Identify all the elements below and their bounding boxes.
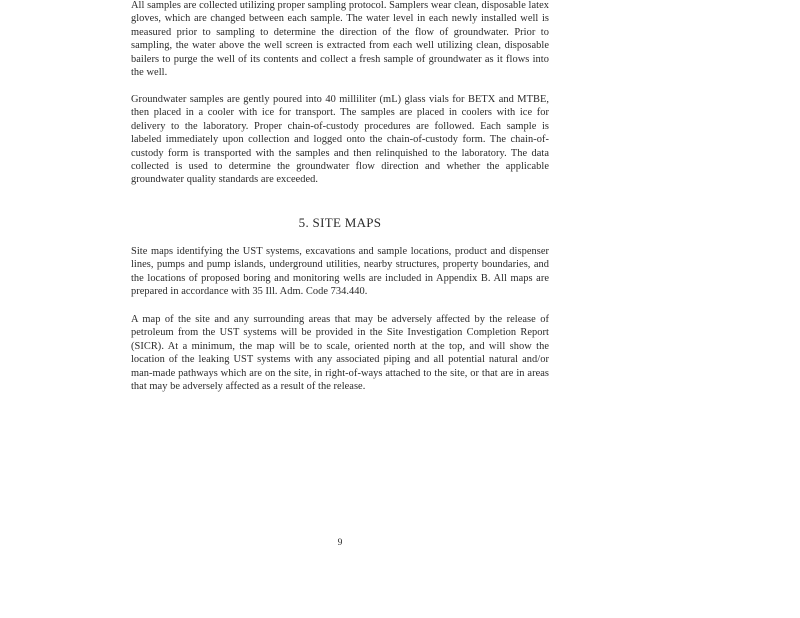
paragraph-sampling-protocol: All samples are collected utilizing proper sampling protocol. Samplers wear clean, disposable latex gloves, which are changed between each sample. The water level in each newly installed well is measured prior to sampling to determine the direction of the flow of groundwater. Prior to sampling, the water above the well screen is extracted from each well utilizing clean, disposable bailers to purge the well of its contents and collect a fresh sample of groundwater as it flows into the well. xyxy=(131,0,549,79)
page-number: 9 xyxy=(337,538,343,548)
paragraph-groundwater-samples: Groundwater samples are gently poured into 40 milliliter (mL) glass vials for BETX and MTBE, then placed in a cooler with ice for transport. The samples are placed in coolers with ice for delivery to the laboratory. Proper chain-of-custody procedures are followed. Each sample is labeled immediately upon collection and logged onto the chain-of-custody form. The chain-of-custody form is transported with the samples and then relinquished to the laboratory. The data collected is used to determine the groundwater flow direction and whether the applicable groundwater quality standards are exceeded. xyxy=(131,94,549,186)
paragraph-site-maps-identifying: Site maps identifying the UST systems, excavations and sample locations, product and dispenser lines, pumps and pump islands, underground utilities, nearby structures, property boundaries, and the locations of proposed boring and monitoring wells are included in Appendix B. All maps are prepared in accordance with 35 Ill. Adm. Code 734.440. xyxy=(131,246,549,298)
paragraph-site-map-sicr: A map of the site and any surrounding areas that may be adversely affected by the release of petroleum from the UST systems will be provided in the Site Investigation Completion Report (SICR). At a minimum, the map will be to scale, oriented north at the top, and will show the location of the leaking UST systems with any associated piping and all potential natural and/or man-made pathways which are on the site, in right-of-ways attached to the site, or that are in areas that may be adversely affected as a result of the release. xyxy=(131,314,549,393)
section-heading-site-maps: 5. SITE MAPS xyxy=(298,215,382,230)
